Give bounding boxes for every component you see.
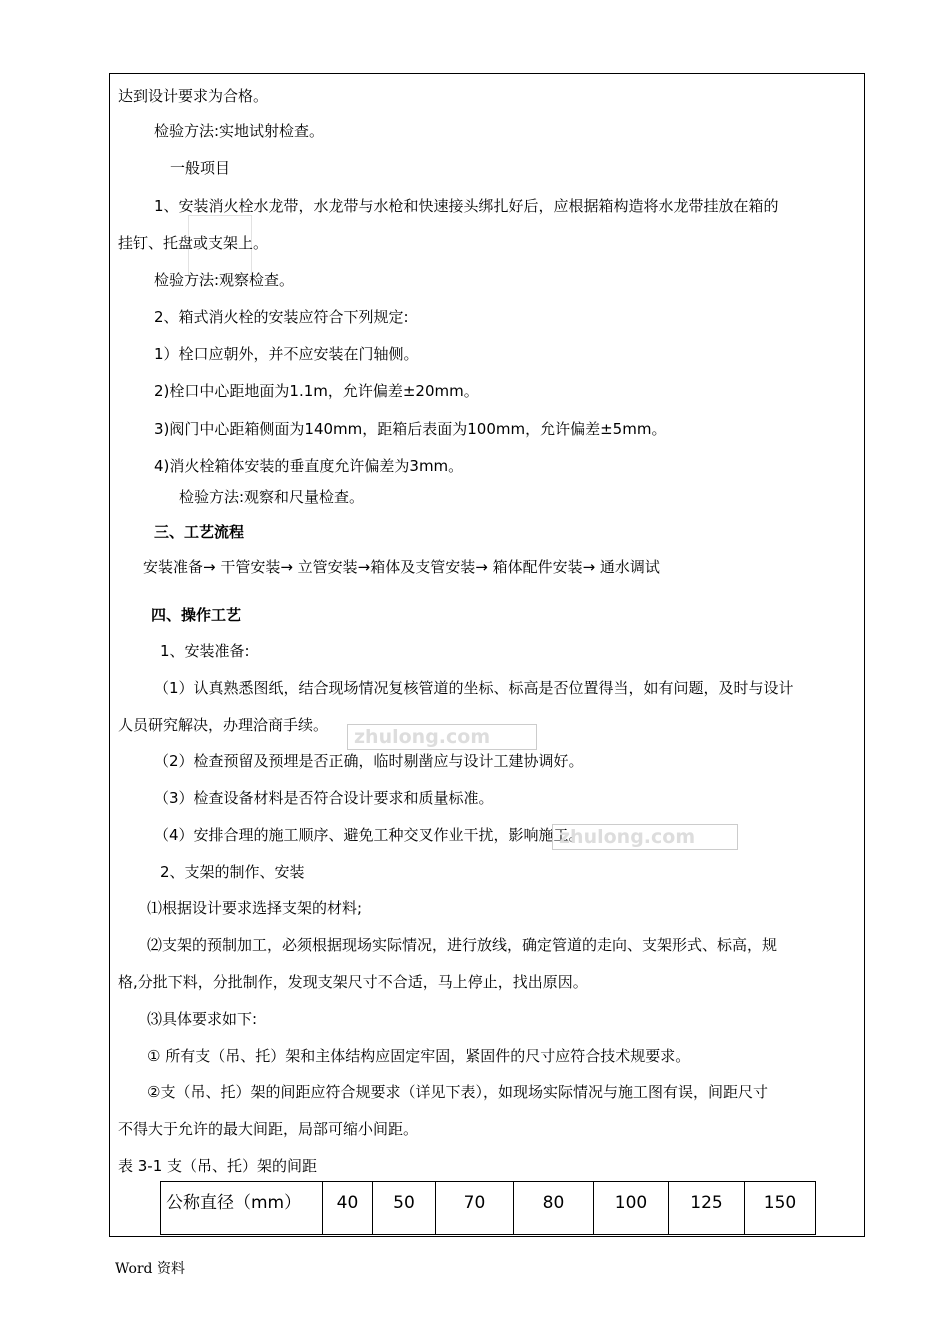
table-cell: 150 [745,1182,816,1235]
table-cell: 80 [514,1182,594,1235]
table-header-cell: 公称直径（mm） [161,1182,323,1235]
table-cell: 50 [373,1182,436,1235]
paragraph: 人员研究解决，办理洽商手续。 [118,716,329,734]
page-footer: Word 资料 [115,1261,185,1277]
paragraph: （3）检查设备材料是否符合设计要求和质量标准。 [154,789,494,807]
paragraph: 格,分批下料，分批制作，发现支架尺寸不合适，马上停止，找出原因。 [118,973,588,991]
paragraph: 1、安装消火栓水龙带，水龙带与水枪和快速接头绑扎好后，应根据箱构造将水龙带挂放在箱的 [154,197,779,215]
paragraph: ⑶具体要求如下: [147,1010,258,1028]
paragraph: 3)阀门中心距箱侧面为140mm，距箱后表面为100mm，允许偏差±5mm。 [154,420,667,438]
section-heading: 四、操作工艺 [151,606,242,624]
paragraph: ⑵支架的预制加工，必须根据现场实际情况，进行放线，确定管道的走向、支架形式、标高，规 [147,936,778,954]
paragraph: 1）栓口应朝外，并不应安装在门轴侧。 [154,345,419,363]
paragraph: （2）检查预留及预埋是否正确，临时剔凿应与设计工建协调好。 [154,752,584,770]
table-row [161,1182,816,1235]
table-cell: 125 [669,1182,745,1235]
watermark: zhulong.com [552,824,738,850]
paragraph: 2、支架的制作、安装 [160,863,305,881]
section-heading: 三、工艺流程 [154,523,245,541]
process-flow: 安装准备→ 干管安装→ 立管安装→箱体及支管安装→ 箱体配件安装→ 通水调试 [143,558,660,576]
paragraph: ②支（吊、托）架的间距应符合规要求（详见下表），如现场实际情况与施工图有误，间距尺寸 [147,1083,768,1101]
table-cell: 40 [323,1182,373,1235]
watermark: zhulong.com [347,724,537,750]
paragraph: 挂钉、托盘或支架上。 [118,234,269,252]
paragraph: （4）安排合理的施工顺序、避免工种交叉作业干扰，影响施工。 [154,826,584,844]
paragraph: ① 所有支（吊、托）架和主体结构应固定牢固，紧固件的尺寸应符合技术规要求。 [147,1047,691,1065]
paragraph: 4)消火栓箱体安装的垂直度允许偏差为3mm。 [154,457,464,475]
paragraph: ⑴根据设计要求选择支架的材料; [147,899,363,917]
paragraph: 不得大于允许的最大间距，局部可缩小间距。 [118,1120,419,1138]
table-cell: 100 [594,1182,669,1235]
paragraph: 2)栓口中心距地面为1.1m，允许偏差±20mm。 [154,382,479,400]
paragraph: （1）认真熟悉图纸，结合现场情况复核管道的坐标、标高是否位置得当，如有问题，及时与设计 [154,679,794,697]
paragraph: 检验方法:实地试射检查。 [154,122,325,140]
paragraph: 一般项目 [170,159,231,177]
paragraph: 2、箱式消火栓的安装应符合下列规定: [154,308,409,326]
paragraph: 达到设计要求为合格。 [118,87,269,105]
support-spacing-table [160,1181,816,1235]
paragraph: 1、安装准备: [160,642,250,660]
table-caption: 表 3-1 支（吊、托）架的间距 [118,1157,318,1175]
paragraph: 检验方法:观察检查。 [154,271,295,289]
paragraph: 检验方法:观察和尺量检查。 [179,488,365,506]
table-cell: 70 [436,1182,514,1235]
